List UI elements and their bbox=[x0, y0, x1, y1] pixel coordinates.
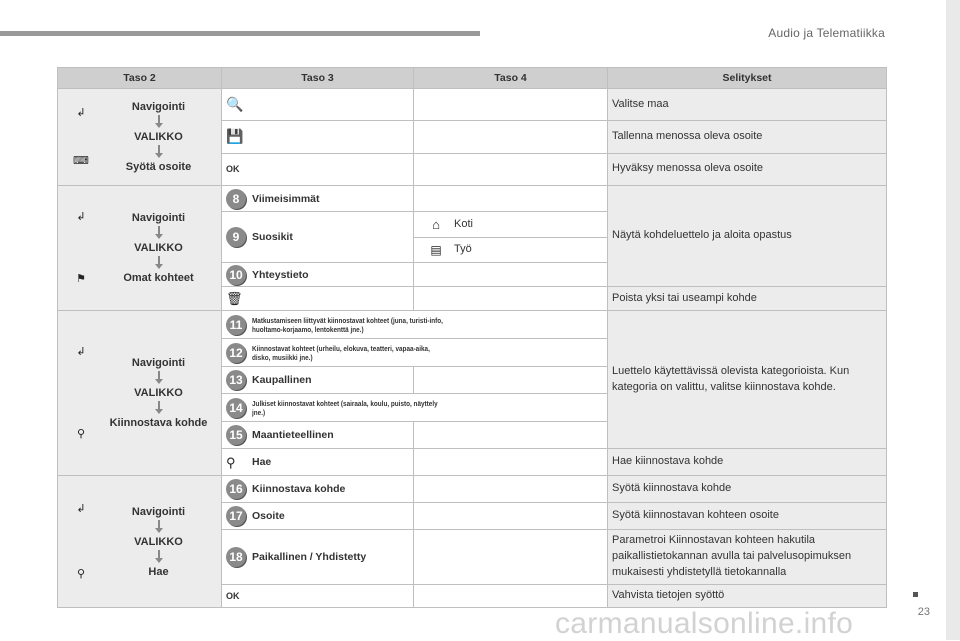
menu-valikko: VALIKKO bbox=[134, 242, 183, 254]
number-badge: 11 bbox=[226, 315, 246, 335]
poi-icon: ⚲ bbox=[76, 427, 86, 440]
ok-label: OK bbox=[226, 164, 240, 175]
arrow-down-icon bbox=[155, 528, 163, 533]
number-badge: 13 bbox=[226, 370, 246, 390]
level4-cell bbox=[414, 449, 608, 476]
level4-cell bbox=[414, 263, 608, 287]
level4-cell bbox=[414, 530, 608, 585]
menu-kiinnostava-kohde: Kiinnostava kohde bbox=[109, 417, 208, 429]
level4-cell bbox=[414, 422, 608, 449]
level3-cell bbox=[222, 121, 414, 153]
page-number: 23 bbox=[917, 606, 930, 618]
checkered-flag-icon: ⚑ bbox=[76, 272, 86, 285]
number-badge: 15 bbox=[226, 425, 246, 445]
trash-icon: 🗑 bbox=[226, 290, 243, 306]
description-cell: Hyväksy menossa oleva osoite bbox=[608, 153, 887, 185]
header-taso4: Taso 4 bbox=[414, 68, 608, 89]
menu-navigointi: Navigointi bbox=[131, 212, 186, 224]
level4-cell bbox=[414, 121, 608, 153]
description-cell: Syötä kiinnostava kohde bbox=[608, 476, 887, 503]
level3-cell bbox=[222, 89, 414, 121]
navigation-arrow-icon: ↲ bbox=[76, 345, 86, 358]
menu-valikko: VALIKKO bbox=[134, 535, 183, 548]
menu-navigointi: Navigointi bbox=[131, 357, 186, 369]
arrow-down-icon bbox=[155, 409, 163, 414]
number-badge: 18 bbox=[226, 547, 246, 567]
number-badge: 12 bbox=[226, 343, 246, 363]
level3-cell bbox=[222, 287, 414, 311]
menu-hae: Hae bbox=[148, 565, 169, 578]
description-cell: Poista yksi tai useampi kohde bbox=[608, 287, 887, 311]
header-selitykset: Selitykset bbox=[608, 68, 887, 89]
level4-cell bbox=[414, 476, 608, 503]
level3-cell: 10 Yhteystieto bbox=[222, 263, 414, 287]
menu-valikko: VALIKKO bbox=[134, 131, 183, 143]
arrow-down-icon bbox=[155, 123, 163, 128]
menu-navigointi: Navigointi bbox=[131, 505, 186, 518]
level4-cell: ▤ Työ bbox=[414, 238, 608, 263]
save-icon: 💾 bbox=[226, 128, 244, 145]
level4-cell: ⌂ Koti bbox=[414, 212, 608, 238]
watermark: carmanualsonline.info bbox=[555, 607, 854, 640]
number-badge: 8 bbox=[226, 189, 246, 209]
header-taso2: Taso 2 bbox=[58, 68, 222, 89]
description-cell: Parametroi Kiinnostavan kohteen hakutila paikallistietokannan avulla tai palvelusopimuksen mukaisesti yhdistetyllä tietokannalla bbox=[608, 530, 887, 585]
number-badge: 17 bbox=[226, 506, 246, 526]
country-search-icon: 🔍 bbox=[226, 96, 244, 113]
table-row bbox=[58, 89, 887, 121]
navigation-arrow-icon: ↲ bbox=[76, 502, 86, 515]
menu-path-cell bbox=[58, 476, 222, 608]
level4-cell bbox=[414, 153, 608, 185]
description-cell: Tallenna menossa oleva osoite bbox=[608, 121, 887, 153]
description-cell: Luettelo käytettävissä olevista kategorioista. Kun kategoria on valittu, valitse kiinnostava kohde. bbox=[608, 311, 887, 449]
number-badge: 10 bbox=[226, 265, 246, 285]
level3-cell bbox=[222, 153, 414, 185]
arrow-down-icon bbox=[155, 153, 163, 158]
number-badge: 14 bbox=[226, 398, 246, 418]
description-cell: Valitse maa bbox=[608, 89, 887, 121]
level3-cell: 16 Kiinnostava kohde bbox=[222, 476, 414, 503]
navigation-arrow-icon: ↲ bbox=[76, 106, 86, 119]
page-header-title: Audio ja Telematiikka bbox=[768, 26, 885, 40]
level4-cell bbox=[414, 186, 608, 212]
table-row bbox=[58, 186, 887, 212]
table-header-row bbox=[58, 68, 887, 89]
menu-path-cell bbox=[58, 89, 222, 186]
menu-syota-osoite: Syötä osoite bbox=[125, 161, 192, 173]
menu-omat-kohteet: Omat kohteet bbox=[123, 272, 194, 284]
table-row bbox=[58, 476, 887, 503]
arrow-down-icon bbox=[155, 558, 163, 563]
arrow-down-icon bbox=[155, 234, 163, 239]
briefcase-icon: ▤ bbox=[430, 243, 442, 257]
header-rule bbox=[0, 31, 480, 36]
navigation-menu-table bbox=[57, 67, 887, 608]
table-row bbox=[58, 311, 887, 339]
ok-label: OK bbox=[226, 591, 240, 601]
level3-cell: 11 Matkustamiseen liittyvät kiinnostavat kohteet (juna, turisti-info, huoltamo-korjaamo, lentokenttä jne.) bbox=[222, 311, 608, 339]
description-cell: Näytä kohdeluettelo ja aloita opastus bbox=[608, 186, 887, 287]
search-abc-icon: ⚲ bbox=[76, 567, 86, 580]
level3-cell bbox=[222, 585, 414, 608]
level3-cell: 17 Osoite bbox=[222, 503, 414, 530]
description-cell: Hae kiinnostava kohde bbox=[608, 449, 887, 476]
level3-cell: 15 Maantieteellinen bbox=[222, 422, 414, 449]
level3-cell: 12 Kiinnostavat kohteet (urheilu, elokuva, teatteri, vapaa-aika, disko, musiikki jne.) bbox=[222, 339, 608, 367]
level4-cell bbox=[414, 367, 608, 394]
arrow-down-icon bbox=[155, 379, 163, 384]
menu-valikko: VALIKKO bbox=[134, 387, 183, 399]
description-cell: Vahvista tietojen syöttö bbox=[608, 585, 887, 608]
level3-cell: 8 Viimeisimmät bbox=[222, 186, 414, 212]
level3-cell: 13 Kaupallinen bbox=[222, 367, 414, 394]
page-edge-strip bbox=[946, 0, 960, 640]
header-taso3: Taso 3 bbox=[222, 68, 414, 89]
menu-navigointi: Navigointi bbox=[131, 101, 186, 113]
menu-path-cell bbox=[58, 311, 222, 476]
number-badge: 9 bbox=[226, 227, 246, 247]
level3-cell: 14 Julkiset kiinnostavat kohteet (sairaala, koulu, puisto, näyttely jne.) bbox=[222, 394, 608, 422]
level4-cell bbox=[414, 287, 608, 311]
level4-cell bbox=[414, 503, 608, 530]
navigation-arrow-icon: ↲ bbox=[76, 210, 86, 223]
keyboard-icon: ⌨ bbox=[73, 154, 89, 167]
description-cell: Syötä kiinnostavan kohteen osoite bbox=[608, 503, 887, 530]
home-icon: ⌂ bbox=[432, 217, 440, 232]
search-icon: ⚲ bbox=[226, 454, 236, 470]
number-badge: 16 bbox=[226, 479, 246, 499]
level4-cell bbox=[414, 89, 608, 121]
level3-cell: 18 Paikallinen / Yhdistetty bbox=[222, 530, 414, 585]
arrow-down-icon bbox=[155, 264, 163, 269]
level3-cell: ⚲ Hae bbox=[222, 449, 414, 476]
page-marker bbox=[913, 592, 918, 597]
level3-cell: 9 Suosikit bbox=[222, 212, 414, 263]
menu-path-cell bbox=[58, 186, 222, 311]
level4-cell bbox=[414, 585, 608, 608]
